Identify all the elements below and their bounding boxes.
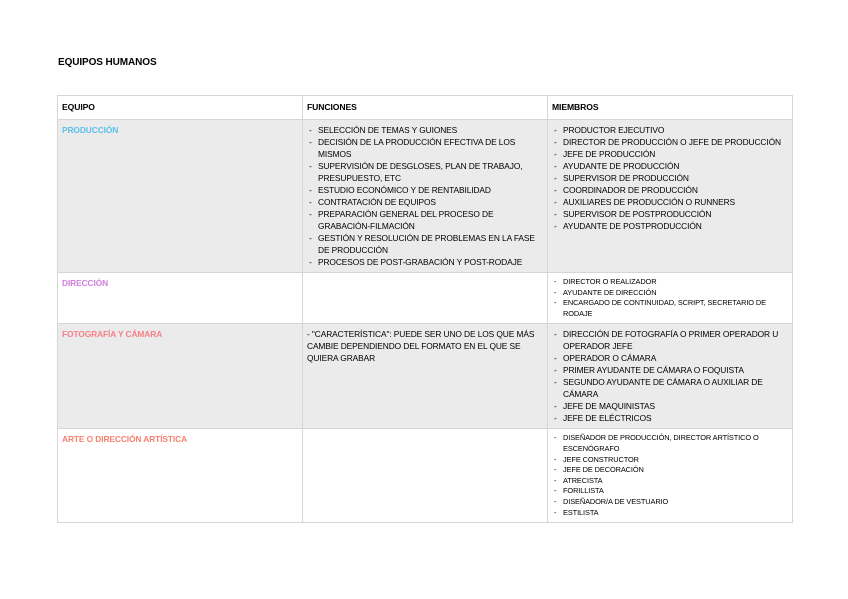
members-cell [548, 429, 793, 523]
team-direccion: DIRECCIÓN [58, 273, 303, 324]
list-item: - SUPERVISIÓN DE DESGLOSES, PLAN DE TRABAJO, PRESUPUESTO, ETC [307, 160, 543, 184]
list-item: - GESTIÓN Y RESOLUCIÓN DE PROBLEMAS EN LA FASE DE PRODUCCIÓN [307, 232, 543, 256]
members-list [552, 277, 788, 319]
table-header-row [58, 96, 793, 120]
list-item: - DIRECTOR DE PRODUCCIÓN O JEFE DE PRODUCCIÓN [552, 136, 788, 148]
list-item: - DISEÑADOR/A DE VESTUARIO [552, 497, 788, 508]
list-item: - COORDINADOR DE PRODUCCIÓN [552, 184, 788, 196]
members-list [552, 433, 788, 518]
members-cell [548, 273, 793, 324]
list-item: - DISEÑADOR DE PRODUCCIÓN, DIRECTOR ARTÍSTICO O ESCENÓGRAFO [552, 433, 788, 454]
list-item: - OPERADOR O CÁMARA [552, 352, 788, 364]
list-item: - AYUDANTE DE PRODUCCIÓN [552, 160, 788, 172]
table-row [58, 120, 793, 273]
functions-list [307, 124, 543, 268]
functions-note: - "CARACTERÍSTICA": PUEDE SER UNO DE LOS QUE MÁS CAMBIE DEPENDIENDO DEL FORMATO EN EL QUE SE QUIERA GRABAR [307, 329, 535, 364]
list-item: - FORILLISTA [552, 486, 788, 497]
list-item: - ESTILISTA [552, 508, 788, 519]
list-item: - DIRECTOR O REALIZADOR [552, 277, 788, 288]
functions-cell [303, 273, 548, 324]
table-row [58, 429, 793, 523]
list-item: - JEFE DE DECORACIÓN [552, 465, 788, 476]
list-item: - PRIMER AYUDANTE DE CÁMARA O FOQUISTA [552, 364, 788, 376]
header-equipo: EQUIPO [58, 96, 303, 120]
members-list [552, 124, 788, 232]
functions-cell [303, 429, 548, 523]
list-item: - DECISIÓN DE LA PRODUCCIÓN EFECTIVA DE LOS MISMOS [307, 136, 543, 160]
team-arte: ARTE O DIRECCIÓN ARTÍSTICA [58, 429, 303, 523]
list-item: - JEFE DE MAQUINISTAS [552, 400, 788, 412]
list-item: - SEGUNDO AYUDANTE DE CÁMARA O AUXILIAR DE CÁMARA [552, 376, 788, 400]
members-cell [548, 324, 793, 429]
list-item: - ESTUDIO ECONÓMICO Y DE RENTABILIDAD [307, 184, 543, 196]
header-miembros: MIEMBROS [548, 96, 793, 120]
list-item: - SUPERVISOR DE PRODUCCIÓN [552, 172, 788, 184]
functions-cell [303, 120, 548, 273]
list-item: - PROCESOS DE POST-GRABACIÓN Y POST-RODAJE [307, 256, 543, 268]
list-item: - ENCARGADO DE CONTINUIDAD, SCRIPT, SECRETARIO DE RODAJE [552, 298, 788, 319]
header-funciones: FUNCIONES [303, 96, 548, 120]
list-item: - SUPERVISOR DE POSTPRODUCCIÓN [552, 208, 788, 220]
table-row [58, 324, 793, 429]
members-list [552, 328, 788, 424]
members-cell [548, 120, 793, 273]
document-title: EQUIPOS HUMANOS [58, 57, 157, 68]
team-fotografia: FOTOGRAFÍA Y CÁMARA [58, 324, 303, 429]
team-produccion: PRODUCCIÓN [58, 120, 303, 273]
list-item: - JEFE CONSTRUCTOR [552, 455, 788, 466]
list-item: - PREPARACIÓN GENERAL DEL PROCESO DE GRABACIÓN-FILMACIÓN [307, 208, 543, 232]
list-item: - AYUDANTE DE POSTPRODUCCIÓN [552, 220, 788, 232]
list-item: - DIRECCIÓN DE FOTOGRAFÍA O PRIMER OPERADOR U OPERADOR JEFE [552, 328, 788, 352]
list-item: - AYUDANTE DE DIRECCIÓN [552, 288, 788, 299]
list-item: - ATRECISTA [552, 476, 788, 487]
list-item: - JEFE DE ELÉCTRICOS [552, 412, 788, 424]
table-row [58, 273, 793, 324]
list-item: - CONTRATACIÓN DE EQUIPOS [307, 196, 543, 208]
teams-table [57, 95, 793, 523]
list-item: - JEFE DE PRODUCCIÓN [552, 148, 788, 160]
functions-cell [303, 324, 548, 429]
list-item: - AUXILIARES DE PRODUCCIÓN O RUNNERS [552, 196, 788, 208]
list-item: - SELECCIÓN DE TEMAS Y GUIONES [307, 124, 543, 136]
list-item: - PRODUCTOR EJECUTIVO [552, 124, 788, 136]
